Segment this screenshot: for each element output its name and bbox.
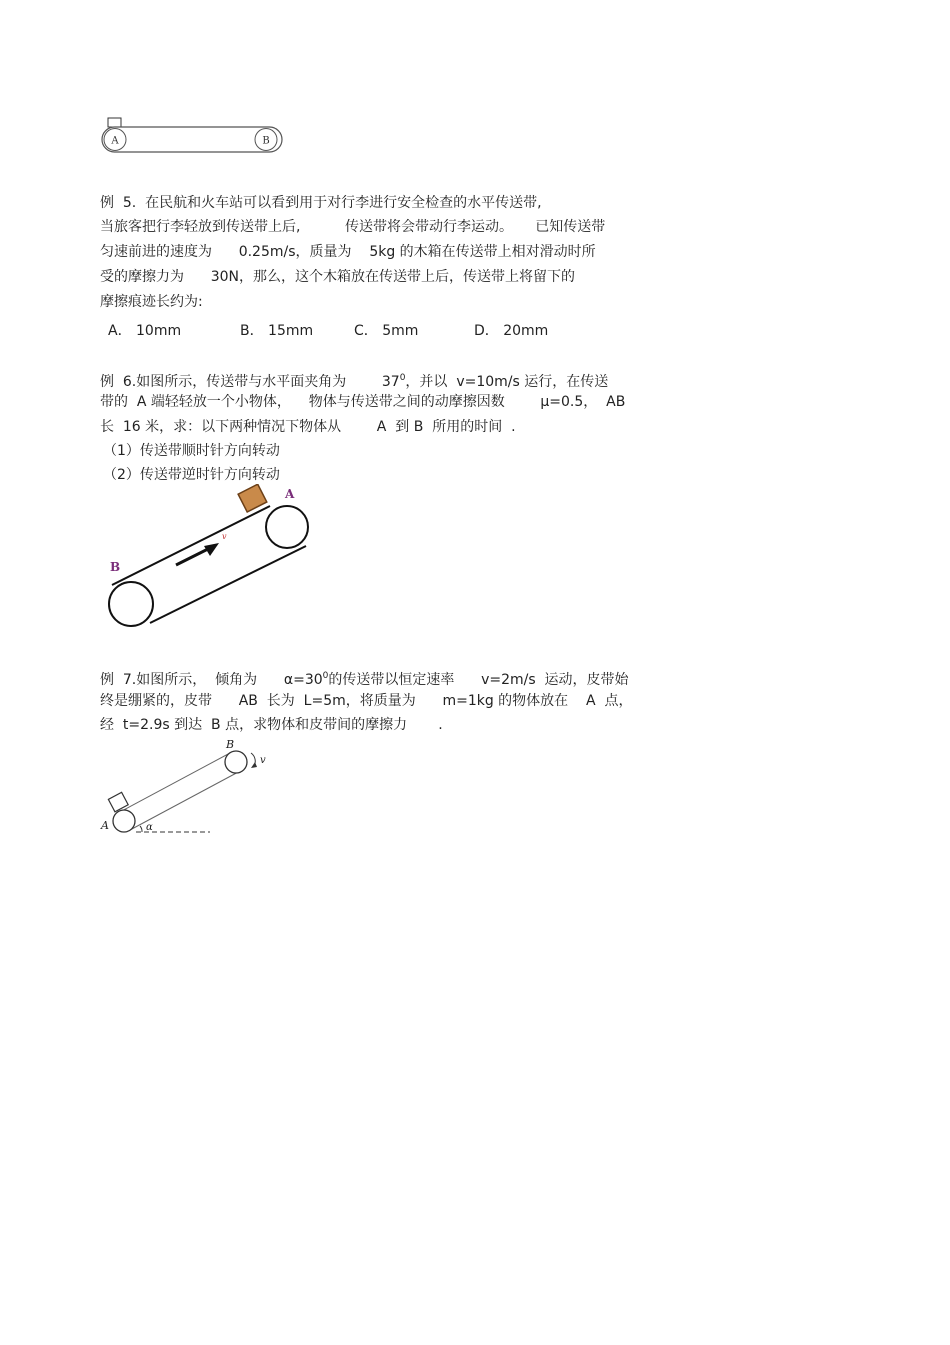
ex5-option-a: A． 10mm <box>108 323 182 339</box>
ex5-line-4: 受的摩擦力为 30N，那么，这个木箱放在传送带上后，传送带上将留下的 <box>100 269 575 285</box>
label-alpha: α <box>146 822 153 833</box>
ex5-option-b: B． 15mm <box>240 323 314 339</box>
label-v: v <box>222 532 227 541</box>
ex5-option-d: D． 20mm <box>474 323 549 339</box>
label-a: A <box>285 487 295 501</box>
degree-sup: 0 <box>399 373 406 383</box>
label-b: B <box>226 738 235 751</box>
label-b: B <box>110 560 121 574</box>
arrow-head <box>204 543 219 556</box>
ex7-line-3: 经 t=2.9s 到达 B 点，求物体和皮带间的摩擦力 . <box>100 717 443 733</box>
angle-arc <box>140 826 142 832</box>
ex6-line-3: 长 16 米，求：以下两种情况下物体从 A 到 B 所用的时间 . <box>100 419 516 435</box>
pulley-a <box>113 810 135 832</box>
label-a: A <box>111 135 119 147</box>
block <box>238 484 267 512</box>
ex6-line-1-post: ，并以 v=10m/s 运行，在传送 <box>405 374 609 390</box>
ex7-line-1 <box>100 667 629 689</box>
belt-bottom <box>130 770 242 830</box>
label-b: B <box>262 135 270 147</box>
ex6-line-1 <box>100 369 608 391</box>
horizontal-conveyor-figure <box>98 112 288 158</box>
inclined-conveyor-figure-7 <box>100 736 280 836</box>
belt-top <box>112 506 270 585</box>
belt-bottom <box>150 546 306 623</box>
ex5-line-2: 当旅客把行李轻放到传送带上后, 传送带将会带动行李运动。 已知传送带 <box>100 219 606 235</box>
degree-sup: 0 <box>322 671 329 681</box>
ex6-line-2: 带的 A 端轻轻放一个小物体， 物体与传送带之间的动摩擦因数 μ=0.5， AB <box>100 394 626 410</box>
ex7-line-1-post: 的传送带以恒定速率 v=2m/s 运动，皮带始 <box>328 672 629 688</box>
label-a: A <box>101 819 109 832</box>
belt-box <box>108 118 121 127</box>
ex5-option-c: C． 5mm <box>354 323 419 339</box>
ex5-line-5: 摩擦痕迹长约为: <box>100 294 203 310</box>
pulley-b <box>109 582 153 626</box>
label-v: v <box>260 755 266 766</box>
ex7-line-1-pre: 例 7.如图所示， 倾角为 α=30 <box>100 672 323 688</box>
ex7-line-2: 终是绷紧的，皮带 AB 长为 L=5m，将质量为 m=1kg 的物体放在 A 点， <box>100 693 633 709</box>
ex5-line-1: 例 5. 在民航和火车站可以看到用于对行李进行安全检查的水平传送带, <box>100 195 542 211</box>
ex6-case-1: （1）传送带顺时针方向转动 <box>103 443 280 459</box>
pulley-b <box>225 751 247 773</box>
inclined-conveyor-figure-6 <box>100 484 320 634</box>
ex6-line-1-pre: 例 6.如图所示，传送带与水平面夹角为 37 <box>100 374 400 390</box>
belt-top <box>118 753 230 813</box>
ex6-case-2: （2）传送带逆时针方向转动 <box>103 467 280 483</box>
pulley-a <box>266 506 308 548</box>
ex5-line-3: 匀速前进的速度为 0.25m/s，质量为 5kg 的木箱在传送带上相对滑动时所 <box>100 244 596 260</box>
rotation-arrow-head <box>251 762 257 768</box>
